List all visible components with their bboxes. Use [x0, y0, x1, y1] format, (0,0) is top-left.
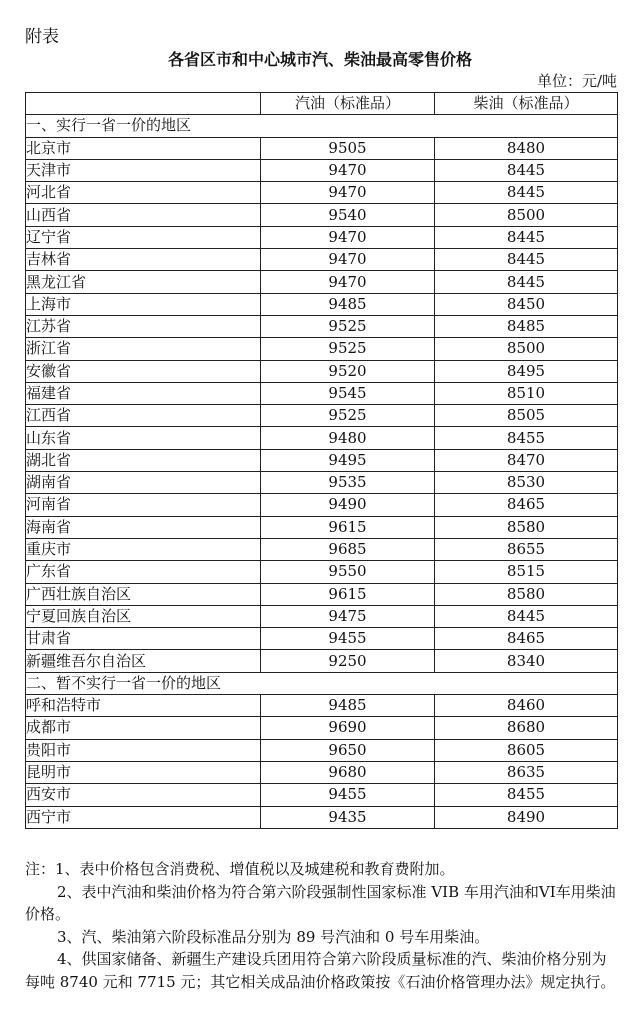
diesel-price-cell: 8505 [435, 405, 618, 427]
gasoline-price-cell: 9525 [261, 315, 435, 337]
diesel-price-cell: 8470 [435, 449, 618, 471]
region-cell: 甘肃省 [26, 628, 261, 650]
table-row [26, 538, 618, 560]
section-label: 一、实行一省一价的地区 [26, 115, 618, 137]
gasoline-price-cell: 9685 [261, 538, 435, 560]
note-3: 3、汽、柴油第六阶段标准品分别为 89 号汽油和 0 号车用柴油。 [57, 927, 490, 946]
table-row [26, 784, 618, 806]
region-cell: 昆明市 [26, 761, 261, 783]
region-cell: 西宁市 [26, 806, 261, 828]
table-row [26, 516, 618, 538]
diesel-price-cell: 8530 [435, 472, 618, 494]
gasoline-price-cell: 9470 [261, 226, 435, 248]
table-row [26, 561, 618, 583]
table-row [26, 226, 618, 248]
section-row [26, 115, 618, 137]
region-cell: 贵阳市 [26, 739, 261, 761]
region-cell: 江苏省 [26, 315, 261, 337]
table-row [26, 315, 618, 337]
gasoline-price-cell: 9525 [261, 405, 435, 427]
gasoline-price-cell: 9470 [261, 249, 435, 271]
diesel-price-cell: 8655 [435, 538, 618, 560]
region-cell: 山西省 [26, 204, 261, 226]
region-cell: 广东省 [26, 561, 261, 583]
diesel-price-cell: 8680 [435, 717, 618, 739]
diesel-price-cell: 8460 [435, 695, 618, 717]
column-header-gasoline: 汽油（标准品） [261, 93, 435, 115]
diesel-price-cell: 8510 [435, 382, 618, 404]
table-row [26, 583, 618, 605]
gasoline-price-cell: 9520 [261, 360, 435, 382]
region-cell: 上海市 [26, 293, 261, 315]
gasoline-price-cell: 9505 [261, 137, 435, 159]
price-table [25, 92, 618, 829]
table-row [26, 449, 618, 471]
table-row [26, 717, 618, 739]
diesel-price-cell: 8455 [435, 784, 618, 806]
gasoline-price-cell: 9495 [261, 449, 435, 471]
notes [25, 858, 617, 993]
gasoline-price-cell: 9525 [261, 338, 435, 360]
diesel-price-cell: 8490 [435, 806, 618, 828]
gasoline-price-cell: 9535 [261, 472, 435, 494]
table-row [26, 204, 618, 226]
gasoline-price-cell: 9615 [261, 516, 435, 538]
gasoline-price-cell: 9545 [261, 382, 435, 404]
gasoline-price-cell: 9470 [261, 159, 435, 181]
region-cell: 江西省 [26, 405, 261, 427]
unit-label: 单位：元/吨 [536, 72, 617, 90]
region-cell: 重庆市 [26, 538, 261, 560]
region-cell: 河南省 [26, 494, 261, 516]
diesel-price-cell: 8515 [435, 561, 618, 583]
table-row [26, 427, 618, 449]
region-cell: 河北省 [26, 182, 261, 204]
gasoline-price-cell: 9615 [261, 583, 435, 605]
gasoline-price-cell: 9650 [261, 739, 435, 761]
diesel-price-cell: 8445 [435, 605, 618, 627]
column-header-diesel: 柴油（标准品） [435, 93, 618, 115]
region-cell: 辽宁省 [26, 226, 261, 248]
table-row [26, 739, 618, 761]
table-row [26, 137, 618, 159]
gasoline-price-cell: 9690 [261, 717, 435, 739]
note-2: 2、表中汽油和柴油价格为符合第六阶段强制性国家标准 VIB 车用汽油和VI车用柴油价格。 [25, 882, 616, 923]
table-row [26, 293, 618, 315]
diesel-price-cell: 8500 [435, 204, 618, 226]
diesel-price-cell: 8445 [435, 159, 618, 181]
appendix-label: 附表 [25, 27, 59, 47]
diesel-price-cell: 8450 [435, 293, 618, 315]
table-row [26, 761, 618, 783]
table-row [26, 628, 618, 650]
region-cell: 新疆维吾尔自治区 [26, 650, 261, 672]
region-cell: 湖南省 [26, 472, 261, 494]
section-label: 二、暂不实行一省一价的地区 [26, 672, 618, 694]
region-cell: 山东省 [26, 427, 261, 449]
diesel-price-cell: 8465 [435, 628, 618, 650]
gasoline-price-cell: 9550 [261, 561, 435, 583]
diesel-price-cell: 8445 [435, 226, 618, 248]
region-cell: 海南省 [26, 516, 261, 538]
note-4: 4、供国家储备、新疆生产建设兵团用符合第六阶段质量标准的汽、柴油价格分别为每吨 8740 元和 7715 元；其它相关成品油价格政策按《石油价格管理办法》规定执行。 [25, 950, 616, 991]
region-cell: 安徽省 [26, 360, 261, 382]
diesel-price-cell: 8340 [435, 650, 618, 672]
diesel-price-cell: 8495 [435, 360, 618, 382]
diesel-price-cell: 8605 [435, 739, 618, 761]
diesel-price-cell: 8455 [435, 427, 618, 449]
table-row [26, 405, 618, 427]
diesel-price-cell: 8485 [435, 315, 618, 337]
table-row [26, 182, 618, 204]
gasoline-price-cell: 9485 [261, 695, 435, 717]
table-row [26, 159, 618, 181]
gasoline-price-cell: 9475 [261, 605, 435, 627]
diesel-price-cell: 8500 [435, 338, 618, 360]
diesel-price-cell: 8465 [435, 494, 618, 516]
table-row [26, 605, 618, 627]
diesel-price-cell: 8580 [435, 516, 618, 538]
table-body [26, 115, 618, 829]
table-row [26, 249, 618, 271]
region-cell: 湖北省 [26, 449, 261, 471]
gasoline-price-cell: 9470 [261, 271, 435, 293]
table-row [26, 494, 618, 516]
diesel-price-cell: 8445 [435, 182, 618, 204]
gasoline-price-cell: 9540 [261, 204, 435, 226]
table-row [26, 338, 618, 360]
gasoline-price-cell: 9435 [261, 806, 435, 828]
region-cell: 广西壮族自治区 [26, 583, 261, 605]
column-header-region [26, 93, 261, 115]
gasoline-price-cell: 9485 [261, 293, 435, 315]
note-1: 注：1、表中价格包含消费税、增值税以及城建税和教育费附加。 [25, 860, 455, 878]
gasoline-price-cell: 9490 [261, 494, 435, 516]
table-row [26, 650, 618, 672]
diesel-price-cell: 8580 [435, 583, 618, 605]
table-row [26, 360, 618, 382]
region-cell: 天津市 [26, 159, 261, 181]
region-cell: 福建省 [26, 382, 261, 404]
diesel-price-cell: 8445 [435, 249, 618, 271]
gasoline-price-cell: 9480 [261, 427, 435, 449]
region-cell: 宁夏回族自治区 [26, 605, 261, 627]
section-row [26, 672, 618, 694]
diesel-price-cell: 8480 [435, 137, 618, 159]
region-cell: 西安市 [26, 784, 261, 806]
region-cell: 黑龙江省 [26, 271, 261, 293]
region-cell: 浙江省 [26, 338, 261, 360]
table-header-row [26, 93, 618, 115]
region-cell: 呼和浩特市 [26, 695, 261, 717]
table-row [26, 382, 618, 404]
diesel-price-cell: 8635 [435, 761, 618, 783]
gasoline-price-cell: 9455 [261, 628, 435, 650]
gasoline-price-cell: 9680 [261, 761, 435, 783]
gasoline-price-cell: 9470 [261, 182, 435, 204]
page-title: 各省区市和中心城市汽、柴油最高零售价格 [167, 50, 472, 69]
table-row [26, 806, 618, 828]
gasoline-price-cell: 9455 [261, 784, 435, 806]
table-row [26, 695, 618, 717]
region-cell: 北京市 [26, 137, 261, 159]
diesel-price-cell: 8445 [435, 271, 618, 293]
table-row [26, 271, 618, 293]
region-cell: 成都市 [26, 717, 261, 739]
table-row [26, 472, 618, 494]
gasoline-price-cell: 9250 [261, 650, 435, 672]
region-cell: 吉林省 [26, 249, 261, 271]
